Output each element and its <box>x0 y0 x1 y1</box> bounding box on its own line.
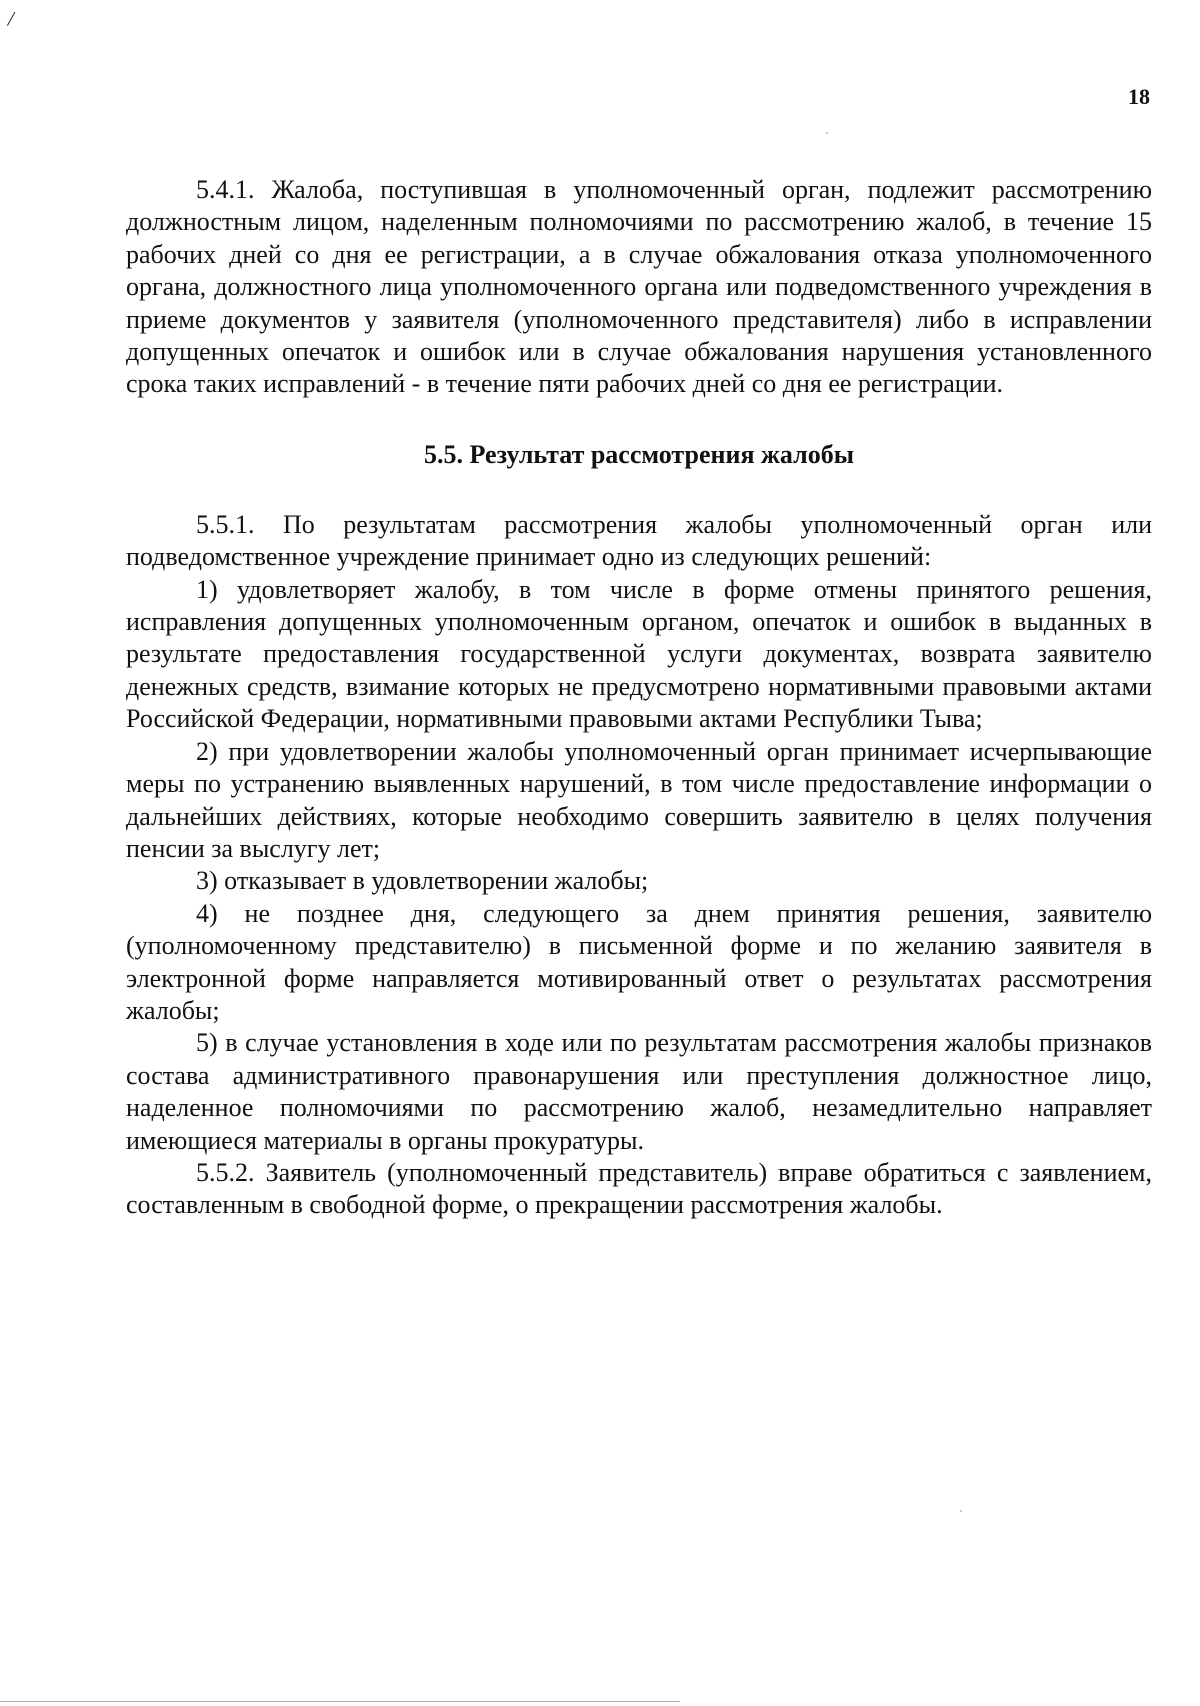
list-item-3: 3) отказывает в удовлетворении жалобы; <box>196 866 649 896</box>
paragraph-5-5-2: 5.5.2. Заявитель (уполномоченный представитель) вправе обратиться с заявлением, составленным в свободной форме, о прекращении рассмотрения жалобы. <box>126 1157 1152 1220</box>
scan-corner-mark: / <box>5 5 17 32</box>
scan-speck <box>960 1510 962 1512</box>
page-number: 18 <box>1128 84 1150 109</box>
section-heading <box>126 439 1152 471</box>
scan-footer-line <box>0 1701 680 1702</box>
section-heading-title: Результат рассмотрения жалобы <box>469 439 854 469</box>
section-heading-number: 5.5. <box>423 439 463 469</box>
paragraph-5-4-1: 5.4.1. Жалоба, поступившая в уполномоченный орган, подлежит рассмотрению должностным лицом, наделенным полномочиями по рассмотрению жалоб, в течение 15 рабочих дней со дня ее регистрации, а в случае обжалования отказа уполномоченного органа, должностного лица уполномоченного органа или подведомственного учреждения в приеме документов у заявителя (уполномоченного представителя) либо в исправлении допущенных опечаток и ошибок или в случае обжалования нарушения установленного срока таких исправлений - в течение пяти рабочих дней со дня ее регистрации. <box>126 175 1152 399</box>
list-item-5: 5) в случае установления в ходе или по результатам рассмотрения жалобы признаков состава административного правонарушения или преступления должностное лицо, наделенное полномочиями по рассмотрению жалоб, незамедлительно направляет имеющиеся материалы в органы прокуратуры. <box>126 1028 1152 1155</box>
document-body <box>126 174 1152 1222</box>
list-item-1: 1) удовлетворяет жалобу, в том числе в форме отмены принятого решения, исправления допущенных уполномоченным органом, опечаток и ошибок в выданных в результате предоставления государственной услуги документах, возврата заявителю денежных средств, взимание которых не предусмотрено нормативными правовыми актами Российской Федерации, нормативными правовыми актами Республики Тыва; <box>126 574 1152 734</box>
list-item-4: 4) не позднее дня, следующего за днем принятия решения, заявителю (уполномоченному представителю) в письменной форме и по желанию заявителя в электронной форме направляется мотивированный ответ о результатах рассмотрения жалобы; <box>126 898 1152 1025</box>
list-item-2: 2) при удовлетворении жалобы уполномоченный орган принимает исчерпывающие меры по устранению выявленных нарушений, в том числе предоставление информации о дальнейших действиях, которые необходимо совершить заявителю в целях получения пенсии за выслугу лет; <box>126 736 1152 863</box>
scan-speck <box>826 132 828 134</box>
paragraph-5-5-1: 5.5.1. По результатам рассмотрения жалобы уполномоченный орган или подведомственное учреждение принимает одно из следующих решений: <box>126 509 1152 572</box>
